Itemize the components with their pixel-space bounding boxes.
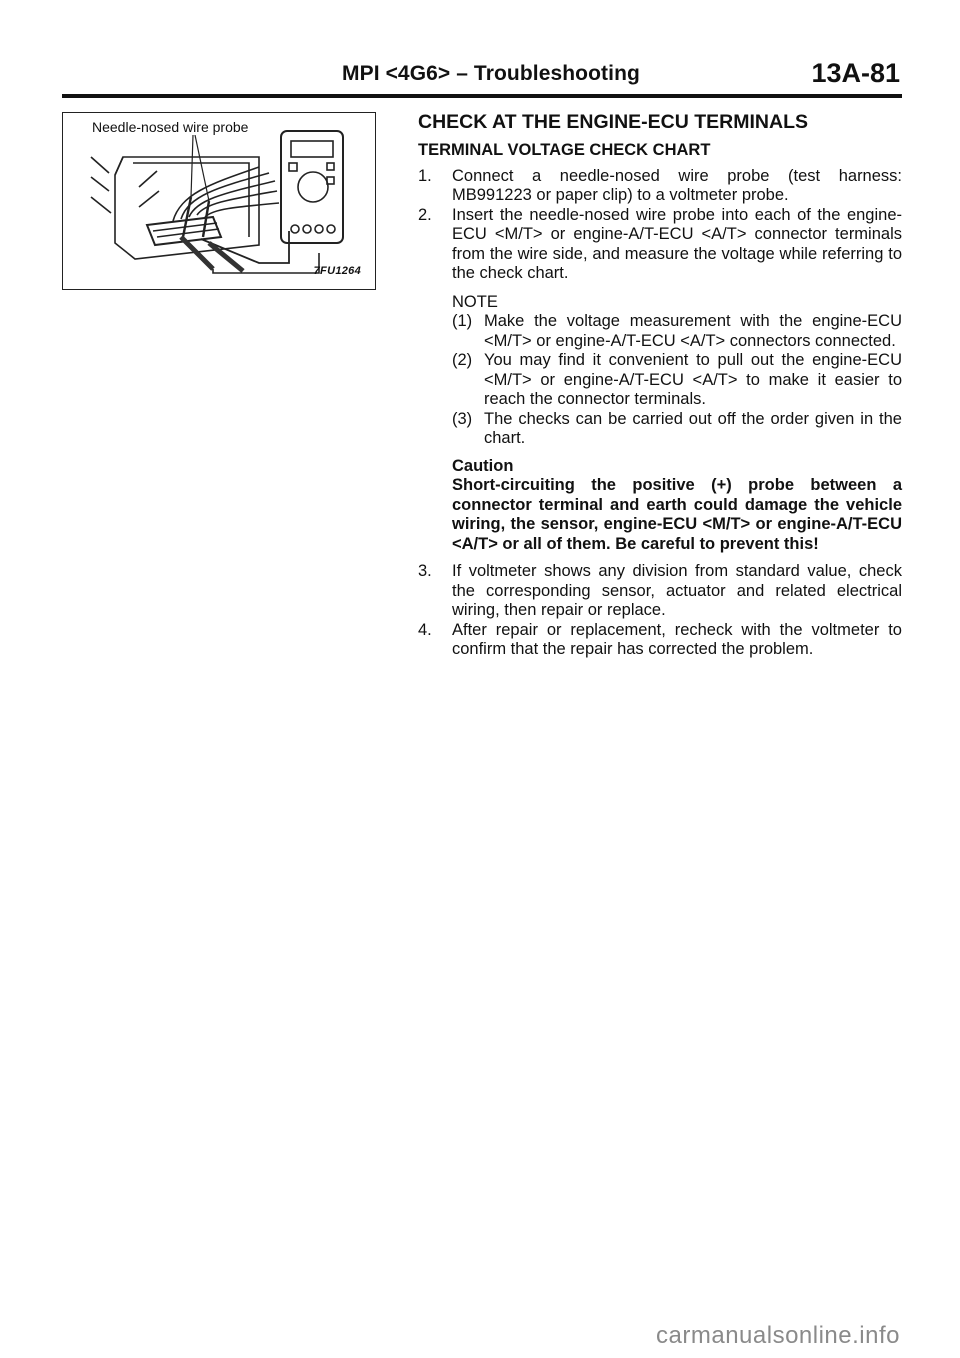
- note-item-3: [452, 410, 902, 449]
- step-2: [418, 206, 902, 284]
- step-1: [418, 167, 902, 206]
- note-text: You may find it convenient to pull out the engine-ECU <M/T> or engine-A/T-ECU <A/T> to make it easier to reach the connector terminals.: [484, 351, 902, 408]
- figure-code: 7FU1264: [313, 265, 361, 277]
- note-number: (1): [452, 312, 473, 330]
- note-number: (2): [452, 351, 473, 369]
- page-header: [62, 58, 902, 98]
- step-text: Insert the needle-nosed wire probe into each of the engine-ECU <M/T> or engine-A/T-ECU <A/T> connector terminals from the wire side, and measure the voltage while referring to the check chart.: [452, 205, 902, 282]
- caution-label: Caution: [452, 456, 514, 475]
- figure-label: Needle-nosed wire probe: [92, 119, 249, 135]
- note-item-1: [452, 312, 902, 351]
- ecu-probe-illustration: [63, 113, 376, 290]
- note-text: The checks can be carried out off the order given in the chart.: [484, 409, 902, 447]
- main-content: [418, 110, 902, 660]
- step-3: [418, 562, 902, 621]
- step-number: 2.: [418, 205, 432, 224]
- step-number: 3.: [418, 562, 432, 580]
- watermark: carmanualsonline.info: [656, 1322, 900, 1349]
- section-title: CHECK AT THE ENGINE-ECU TERMINALS: [418, 111, 808, 133]
- page-number: 13A-81: [811, 58, 900, 88]
- note-number: (3): [452, 409, 473, 428]
- step-text: Connect a needle-nosed wire probe (test harness: MB991223 or paper clip) to a voltmeter probe.: [452, 166, 902, 204]
- note-text: Make the voltage measurement with the engine-ECU <M/T> or engine-A/T-ECU <A/T> connectors connected.: [484, 312, 902, 350]
- step-text: After repair or replacement, recheck with the voltmeter to confirm that the repair has corrected the problem.: [452, 620, 902, 658]
- note-item-2: [452, 351, 902, 410]
- step-number: 4.: [418, 620, 432, 639]
- header-title: MPI <4G6> – Troubleshooting: [342, 62, 640, 85]
- note-block: [452, 293, 902, 555]
- step-text: If voltmeter shows any division from standard value, check the corresponding sensor, actuator and related electrical wiring, then repair or replace.: [452, 562, 902, 619]
- step-number: 1.: [418, 166, 432, 185]
- step-4: [418, 621, 902, 660]
- illustration-box: [62, 112, 376, 290]
- note-label: NOTE: [452, 292, 498, 311]
- section-subtitle: TERMINAL VOLTAGE CHECK CHART: [418, 141, 711, 159]
- caution-text: Short-circuiting the positive (+) probe between a connector terminal and earth could damage the vehicle wiring, the sensor, engine-ECU <M/T> or engine-A/T-ECU <A/T> or all of them. Be careful to prevent this!: [452, 476, 902, 553]
